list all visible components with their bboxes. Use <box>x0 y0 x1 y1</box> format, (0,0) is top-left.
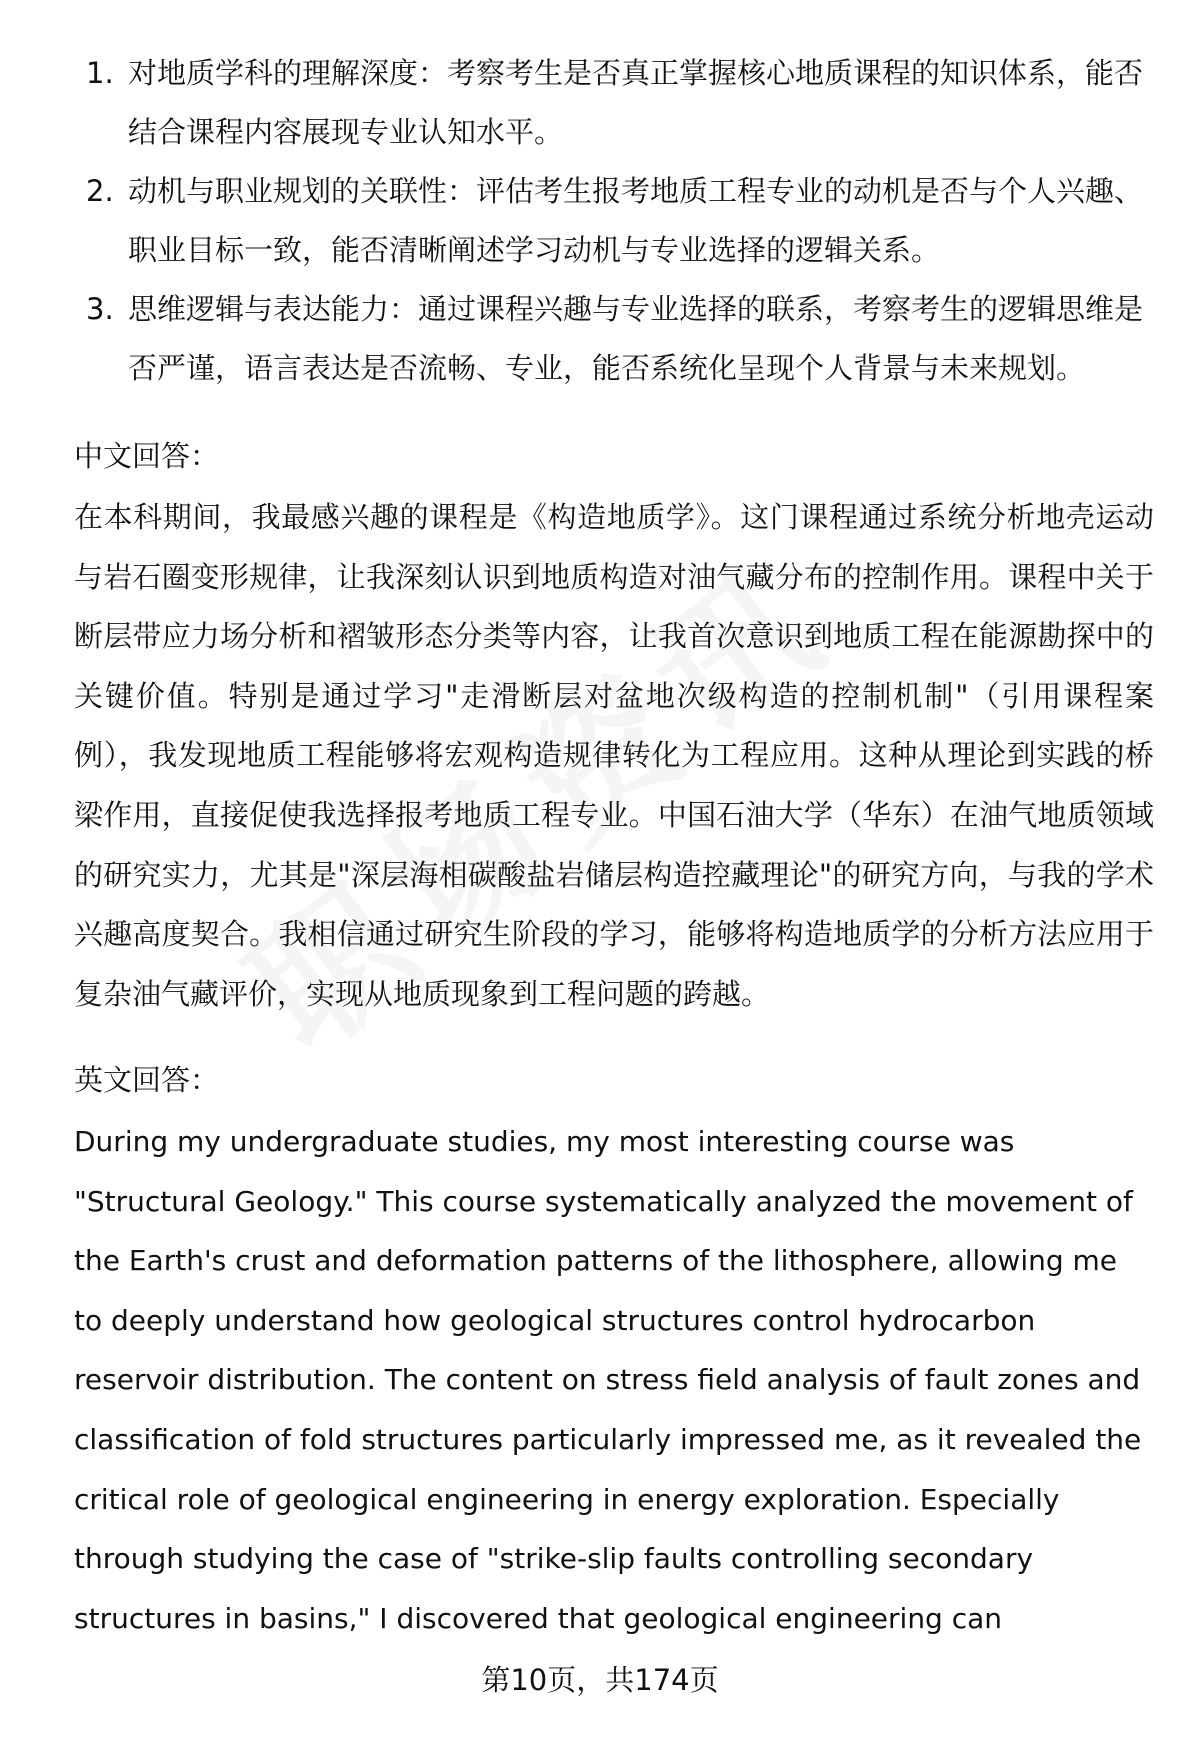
list-item <box>74 44 1144 162</box>
list-item-text: 对地质学科的理解深度：考察考生是否真正掌握核心地质课程的知识体系，能否结合课程内容展现专业认知水平。 <box>128 56 1144 149</box>
list-item <box>74 162 1144 280</box>
chinese-answer-label: 中文回答： <box>74 439 220 473</box>
list-item <box>74 280 1144 398</box>
page-number: 第10页，共174页 <box>481 1663 719 1697</box>
english-answer-text: During my undergraduate studies, my most interesting course was "Structural Geology." This course systematically analyzed the movement of the Earth's crust and deformation patterns of the lithosphere, allowing me to deeply understand how geological structures control hydrocarbon reservoir distribution. The content on stress field analysis of fault zones and classification of fold structures particularly impressed me, as it revealed the critical role of geological engineering in energy exploration. Especially through studying the case of "strike-slip faults controlling secondary structures in basins," I discovered that geological engineering can <box>74 1125 1142 1635</box>
list-item-number: 3. <box>86 292 114 326</box>
list-item-text: 思维逻辑与表达能力：通过课程兴趣与专业选择的联系，考察考生的逻辑思维是否严谨，语言表达是否流畅、专业，能否系统化呈现个人背景与未来规划。 <box>128 292 1144 385</box>
list-item-number: 1. <box>86 56 114 90</box>
list-item-number: 2. <box>86 174 114 208</box>
chinese-answer-text: 在本科期间，我最感兴趣的课程是《构造地质学》。这门课程通过系统分析地壳运动与岩石圈变形规律，让我深刻认识到地质构造对油气藏分布的控制作用。课程中关于断层带应力场分析和褶皱形态分类等内容，让我首次意识到地质工程在能源勘探中的关键价值。特别是通过学习"走滑断层对盆地次级构造的控制机制"（引用课程案例），我发现地质工程能够将宏观构造规律转化为工程应用。这种从理论到实践的桥梁作用，直接促使我选择报考地质工程专业。中国石油大学（华东）在油气地质领域的研究实力，尤其是"深层海相碳酸盐岩储层构造控藏理论"的研究方向，与我的学术兴趣高度契合。我相信通过研究生阶段的学习，能够将构造地质学的分析方法应用于复杂油气藏评价，实现从地质现象到工程问题的跨越。 <box>74 500 1154 1011</box>
evaluation-criteria-list <box>74 44 1144 398</box>
list-item-text: 动机与职业规划的关联性：评估考生报考地质工程专业的动机是否与个人兴趣、职业目标一致，能否清晰阐述学习动机与专业选择的逻辑关系。 <box>128 174 1144 267</box>
english-answer-label: 英文回答： <box>74 1063 220 1097</box>
